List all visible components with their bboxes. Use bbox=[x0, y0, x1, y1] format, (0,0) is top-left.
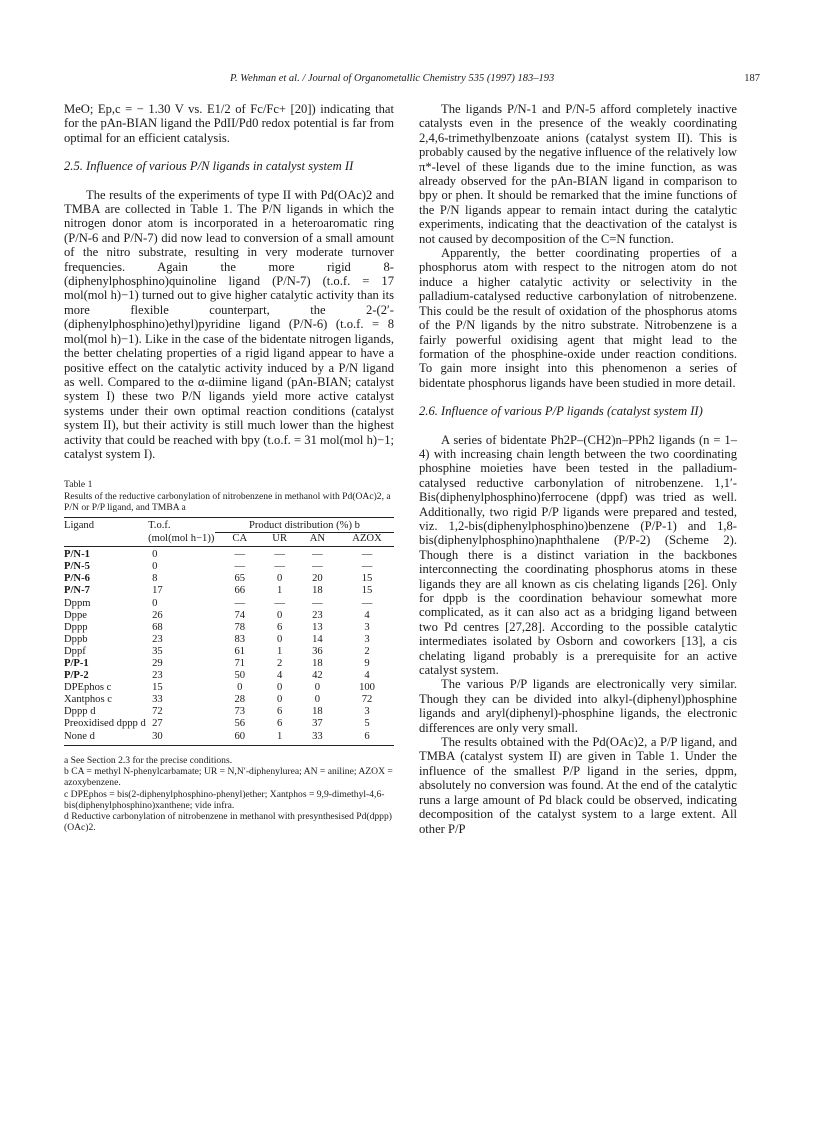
cell-azox: — bbox=[361, 549, 373, 561]
col-product-header: Product distribution (%) b bbox=[215, 517, 394, 532]
table-1 bbox=[64, 517, 394, 746]
cell-azox: — bbox=[361, 597, 373, 609]
left-column bbox=[64, 102, 394, 834]
cell-an: 42 bbox=[312, 670, 323, 682]
cell-ca: 50 bbox=[234, 670, 246, 682]
cell-ca: 28 bbox=[234, 694, 246, 706]
cell-ur: 0 bbox=[277, 682, 283, 694]
cell-ur: — bbox=[274, 549, 285, 561]
table-1-caption-block bbox=[64, 479, 394, 513]
table-row bbox=[64, 622, 394, 634]
cell-tof: 15 bbox=[152, 682, 163, 694]
section-2-5-heading: 2.5. Influence of various P/N ligands in catalyst system II bbox=[64, 159, 354, 174]
cell-tof: 26 bbox=[152, 609, 163, 621]
paragraph-continuation: MeO; Ep,c = − 1.30 V vs. E1/2 of Fc/Fc+ [20]) indicating that for the pAn-BIAN ligand the PdII/Pd0 redox potential is far from optimal for an efficient catalysis. bbox=[64, 102, 394, 145]
cell-ur: 0 bbox=[277, 573, 283, 585]
paragraph-pn-ligands: The ligands P/N-1 and P/N-5 afford completely inactive catalysts even in the presence of the weakly coordinating 2,4,6-trimethylbenzoate anions (catalyst system II). This is probably caused by the negative influence of the relatively low π*-level of these ligands due to the imine function, as was already observed for the pAn-BIAN ligand in comparison to bpy or phen. It should be remarked that the imine functions of the P/N ligands appear to remain intact during the catalytic experiments, indicating that the deactivation of the catalyst is not caused by decomposition of the C=N function. bbox=[419, 102, 737, 246]
table-row bbox=[64, 561, 394, 573]
cell-ligand: Dppf bbox=[64, 645, 86, 657]
col-ur: UR bbox=[265, 533, 295, 547]
cell-ur: 1 bbox=[265, 731, 295, 746]
cell-tof: 35 bbox=[152, 645, 163, 657]
cell-azox: 2 bbox=[364, 645, 370, 657]
cell-ca: 66 bbox=[234, 585, 246, 597]
cell-ligand: Dppb bbox=[64, 633, 88, 645]
cell-tof: 29 bbox=[152, 657, 163, 669]
cell-ligand: None d bbox=[64, 731, 148, 746]
footnote-c: c DPEphos = bis(2-diphenylphosphino-phenyl)ether; Xantphos = 9,9-dimethyl-4,6-bis(diphenylphosphino)xanthene; vide infra. bbox=[64, 788, 385, 811]
cell-ligand: P/N-6 bbox=[64, 573, 90, 585]
table-1-caption: Results of the reductive carbonylation of nitrobenzene in methanol with Pd(OAc)2, a P/N or P/P ligand, and TMBA a bbox=[64, 490, 391, 513]
cell-an: — bbox=[312, 597, 323, 609]
paragraph-2-5: The results of the experiments of type II with Pd(OAc)2 and TMBA are collected in Table 1. The P/N ligands in which the nitrogen donor atom is incorporated in a heteroaromatic ring (P/N-6 and P/N-7) did now lead to conversion of a small amount of the nitro substrate, resulting in very moderate turnover frequencies. Again the more rigid 8-(diphenylphosphino)quinoline ligand (P/N-7) (t.o.f. = 17 mol(mol h)−1) turned out to give higher catalytic activity than its more flexible counterpart, the 2-(2′-(diphenylphosphino)ethyl)pyridine ligand (P/N-6) (t.o.f. = 8 mol(mol h)−1). Like in the case of the bidentate nitrogen ligands, the better chelating properties of a rigid ligand appear to have a positive effect on the catalytic activity induced by a P/N ligand as well. Compared to the α-diimine ligand (pAn-BIAN; catalyst system I) these two P/N ligands yield more active catalyst systems under their own optimal reaction conditions (catalyst system II), but their activity is still much lower than the highest activity that could be reached with bpy (t.o.f. = 31 mol(mol h)−1; catalyst system I). bbox=[64, 187, 394, 461]
cell-azox: 15 bbox=[361, 585, 373, 597]
col-tof-header: T.o.f. bbox=[148, 517, 215, 532]
cell-ur: 2 bbox=[277, 657, 283, 669]
cell-azox: 100 bbox=[359, 682, 375, 694]
cell-ca: 73 bbox=[234, 706, 246, 718]
table-row bbox=[64, 634, 394, 646]
cell-tof: 23 bbox=[152, 670, 163, 682]
cell-an: 18 bbox=[312, 585, 323, 597]
cell-an: 18 bbox=[312, 706, 323, 718]
cell-ur: — bbox=[274, 597, 285, 609]
cell-ligand: Preoxidised dppp d bbox=[64, 718, 146, 730]
paragraph-phosphorus: Apparently, the better coordinating properties of a phosphorus atom with respect to the nitrogen atom do not induce a higher catalytic activity or selectivity in the palladium-catalysed reductive carbonylation of nitrobenzene. This could be the result of oxidation of the phosphorus atoms of the P/N ligands by the nitro substrate. Nitrobenzene is a fairly powerful oxidising agent that might lead to the formation of the phosphine-oxide under reaction conditions. To gain more insight into this phenomenon a series of bidentate phosphorus ligands have been studied in more detail. bbox=[419, 246, 737, 390]
cell-tof: 8 bbox=[152, 573, 158, 585]
cell-azox: 4 bbox=[364, 670, 370, 682]
right-column bbox=[419, 102, 737, 836]
cell-tof: 0 bbox=[152, 597, 158, 609]
cell-ca: — bbox=[234, 597, 246, 609]
table-1-footnotes bbox=[64, 755, 394, 834]
cell-tof: 72 bbox=[152, 706, 163, 718]
cell-azox: 3 bbox=[364, 621, 370, 633]
page-number: 187 bbox=[744, 73, 760, 84]
cell-azox: 5 bbox=[364, 718, 370, 730]
cell-ca: 78 bbox=[234, 621, 246, 633]
table-row bbox=[64, 646, 394, 658]
table-1-label: Table 1 bbox=[64, 479, 93, 491]
cell-an: 0 bbox=[314, 682, 321, 694]
col-ligand-header: Ligand bbox=[64, 517, 148, 532]
cell-tof: 0 bbox=[152, 549, 158, 561]
paragraph-results: The results obtained with the Pd(OAc)2, a P/P ligand, and TMBA (catalyst system II) are given in Table 1. Under the influence of the smallest P/P ligand in the series, dppm, absolutely no conversion was found. At the end of the catalytic runs a large amount of Pd black could be observed, indicating decomposition of the catalyst system to a large extent. All other P/P bbox=[419, 735, 737, 836]
cell-tof: 17 bbox=[152, 585, 163, 597]
cell-ur: — bbox=[274, 561, 285, 573]
table-row bbox=[64, 682, 394, 694]
cell-an: 33 bbox=[295, 731, 340, 746]
table-row bbox=[64, 610, 394, 622]
paragraph-2-6: A series of bidentate Ph2P–(CH2)n–PPh2 ligands (n = 1–4) with increasing chain length between the two coordinating phosphine moieties have been tested in the palladium-catalysed reductive carbonylation of nitrobenzene. 1,1′-Bis(diphenylphosphino)ferrocene (dppf) was tried as well. Additionally, two rigid P/P ligands were prepared and tested, viz. 1,2-bis(diphenylphosphino)benzene (P/P-1) and 1,8-bis(diphenylphosphino)naphthalene (P/P-2) (Scheme 2). Though there is a distinct variation in the backbones interconnecting the coordinating phosphorus atoms in these ligands they are all known as cis chelating ligands [26]. Only for dppb is the coordination behaviour somewhat more complicated, as it can also act as a bridging ligand between two Pd centres [27,28]. According to the possible catalytic intermediates isolated by Osborn and coworkers [13], a cis chelating ligand probably is a prerequisite for an active catalyst system. bbox=[419, 432, 737, 678]
cell-an: 13 bbox=[312, 621, 323, 633]
col-ca: CA bbox=[215, 533, 265, 547]
cell-ligand: Dppp d bbox=[64, 706, 96, 718]
cell-ca: — bbox=[234, 561, 246, 573]
table-row bbox=[64, 670, 394, 682]
cell-an: — bbox=[312, 549, 323, 561]
cell-azox: — bbox=[361, 561, 373, 573]
cell-ur: 1 bbox=[277, 585, 283, 597]
cell-ligand: P/N-1 bbox=[64, 549, 90, 561]
cell-tof: 33 bbox=[152, 694, 163, 706]
cell-an: 0 bbox=[314, 694, 321, 706]
cell-ca: 83 bbox=[234, 633, 246, 645]
cell-ca: 61 bbox=[234, 645, 246, 657]
cell-ur: 0 bbox=[277, 609, 283, 621]
cell-azox: 15 bbox=[361, 573, 373, 585]
cell-azox: 3 bbox=[364, 706, 370, 718]
table-row bbox=[64, 573, 394, 585]
cell-tof: 30 bbox=[148, 731, 215, 746]
cell-ur: 4 bbox=[277, 670, 283, 682]
table-row bbox=[64, 598, 394, 610]
cell-azox: 9 bbox=[364, 657, 370, 669]
table-row bbox=[64, 585, 394, 597]
cell-ligand: Dppp bbox=[64, 621, 88, 633]
cell-ligand: Dppm bbox=[64, 597, 91, 609]
cell-tof: 23 bbox=[152, 633, 163, 645]
col-an: AN bbox=[295, 533, 340, 547]
cell-an: 23 bbox=[312, 609, 323, 621]
cell-tof: 0 bbox=[152, 561, 158, 573]
cell-tof: 27 bbox=[152, 718, 163, 730]
cell-ur: 1 bbox=[277, 645, 283, 657]
cell-ligand: Xantphos c bbox=[64, 694, 112, 706]
table-row bbox=[64, 694, 394, 706]
cell-ca: 65 bbox=[234, 573, 246, 585]
cell-ur: 6 bbox=[277, 706, 283, 718]
cell-ur: 0 bbox=[277, 694, 283, 706]
footnote-b: b CA = methyl N-phenylcarbamate; UR = N,N′-diphenylurea; AN = aniline; AZOX = azoxybenzene. bbox=[64, 765, 393, 789]
cell-ligand: P/N-5 bbox=[64, 561, 90, 573]
section-2-6-heading: 2.6. Influence of various P/P ligands (catalyst system II) bbox=[419, 404, 703, 419]
footnote-d: d Reductive carbonylation of nitrobenzene in methanol with presynthesised Pd(dppp)(OAc)2. bbox=[64, 811, 392, 834]
cell-ligand: P/P-2 bbox=[64, 670, 89, 682]
col-azox: AZOX bbox=[340, 533, 394, 547]
cell-ur: 6 bbox=[277, 718, 283, 730]
cell-ca: 71 bbox=[234, 657, 246, 669]
cell-ca: — bbox=[234, 549, 246, 561]
cell-ur: 6 bbox=[277, 621, 283, 633]
cell-ligand: P/P-1 bbox=[64, 657, 89, 669]
cell-ca: 0 bbox=[237, 682, 243, 694]
col-tof-unit: (mol(mol h−1)) bbox=[148, 533, 215, 547]
table-row bbox=[64, 547, 394, 562]
table-row bbox=[64, 718, 394, 730]
cell-azox: 72 bbox=[361, 694, 373, 706]
cell-an: 14 bbox=[312, 633, 323, 645]
cell-ca: 56 bbox=[234, 718, 246, 730]
cell-an: 37 bbox=[312, 718, 323, 730]
paragraph-electronic: The various P/P ligands are electronically very similar. Though they can be divided into alkyl-(diphenyl)phosphine ligands and aryl(diphenyl)-phosphine ligands, the electronic differences are only very small. bbox=[419, 677, 737, 735]
cell-azox: 4 bbox=[364, 609, 370, 621]
cell-ligand: P/N-7 bbox=[64, 585, 90, 597]
cell-an: 18 bbox=[312, 657, 323, 669]
footnote-a: a See Section 2.3 for the precise conditions. bbox=[64, 754, 233, 766]
running-title: P. Wehman et al. / Journal of Organometallic Chemistry 535 (1997) 183–193 bbox=[230, 73, 555, 84]
cell-tof: 68 bbox=[152, 621, 163, 633]
cell-an: 36 bbox=[312, 645, 323, 657]
cell-an: — bbox=[312, 561, 323, 573]
cell-ligand: Dppe bbox=[64, 609, 87, 621]
cell-azox: 3 bbox=[364, 633, 370, 645]
cell-ur: 0 bbox=[277, 633, 283, 645]
cell-ligand: DPEphos c bbox=[64, 682, 112, 694]
running-header bbox=[60, 73, 760, 87]
cell-ca: 74 bbox=[234, 609, 246, 621]
cell-an: 20 bbox=[312, 573, 323, 585]
cell-ca: 60 bbox=[215, 731, 265, 746]
table-row bbox=[64, 658, 394, 670]
table-row bbox=[64, 706, 394, 718]
table-row bbox=[64, 731, 394, 746]
cell-azox: 6 bbox=[340, 731, 394, 746]
